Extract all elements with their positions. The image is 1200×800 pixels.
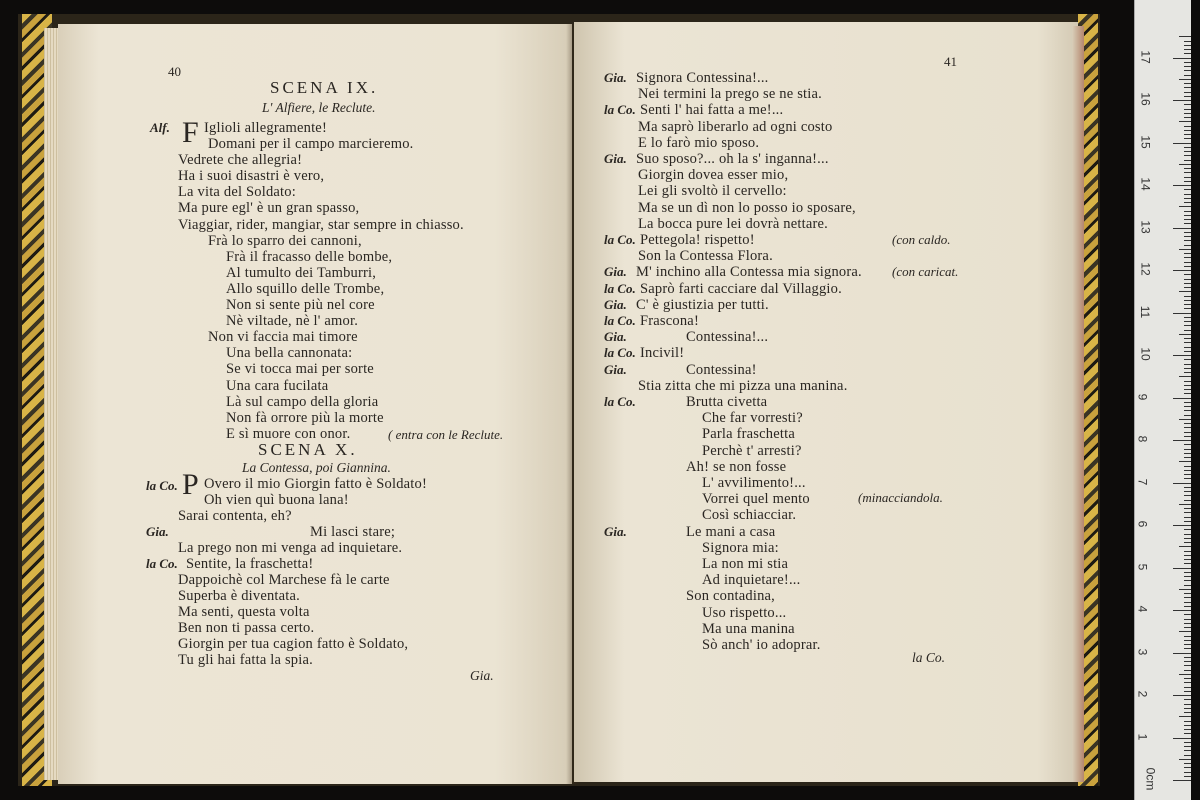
ruler-tick <box>1173 695 1191 696</box>
ruler-tick <box>1179 291 1191 292</box>
left-page <box>58 24 572 784</box>
ruler-tick <box>1173 398 1191 399</box>
page-number: 40 <box>168 64 181 79</box>
ruler-tick <box>1184 351 1191 352</box>
verse-line: Non si sente più nel core <box>226 297 375 313</box>
verse-line: Le mani a casa <box>686 523 776 540</box>
speaker-label: Gia. <box>604 329 627 345</box>
scene-title: SCENA IX. <box>270 78 379 97</box>
ruler-tick <box>1184 457 1191 458</box>
ruler-tick <box>1184 670 1191 671</box>
ruler-tick <box>1184 215 1191 216</box>
ruler-tick <box>1184 338 1191 339</box>
ruler-tick <box>1184 283 1191 284</box>
ruler-label: 11 <box>1138 305 1153 318</box>
ruler-tick <box>1184 304 1191 305</box>
verse-line: Là sul campo della gloria <box>226 393 379 410</box>
scene-subtitle: La Contessa, poi Giannina. <box>242 460 391 475</box>
verse-line: Ma saprò liberarlo ad ogni costo <box>638 118 833 135</box>
verse-line: Ha i suoi disastri è vero, <box>178 168 325 185</box>
ruler-label: 8 <box>1135 435 1150 443</box>
ruler-tick <box>1184 742 1191 743</box>
ruler-tick <box>1184 580 1191 581</box>
ruler-tick <box>1184 389 1191 390</box>
ruler-tick <box>1184 198 1191 199</box>
speaker-label: Gia. <box>604 361 627 377</box>
ruler-tick <box>1184 661 1191 662</box>
ruler-tick <box>1184 87 1191 88</box>
ruler-tick <box>1184 750 1191 751</box>
ruler-tick <box>1184 41 1191 42</box>
ruler-label: 1 <box>1135 733 1150 740</box>
ruler-tick <box>1184 151 1191 152</box>
verse-line: Brutta civetta <box>686 394 768 410</box>
ruler-tick <box>1184 729 1191 730</box>
ruler-label: 0cm <box>1143 767 1158 791</box>
verse-line: La vita del Soldato: <box>178 184 296 201</box>
verse-line: Senti l' hai fatta a me!... <box>640 102 784 119</box>
ruler-tick <box>1173 355 1191 356</box>
ruler-tick <box>1184 279 1191 280</box>
ruler-tick <box>1184 359 1191 360</box>
ruler-tick <box>1184 712 1191 713</box>
ruler-tick <box>1179 376 1191 377</box>
ruler-tick <box>1184 466 1191 467</box>
ruler-tick <box>1184 177 1191 178</box>
ruler-label: 9 <box>1135 393 1150 400</box>
verse-line: Sò anch' io adoprar. <box>702 637 821 653</box>
verse-line: Una bella cannonata: <box>226 345 353 362</box>
verse-line: Contessina!... <box>686 329 769 346</box>
verse-line: Dappoichè col Marchese fà le carte <box>178 572 390 588</box>
ruler-tick <box>1184 444 1191 445</box>
catchword: la Co. <box>912 650 946 665</box>
speaker-label: Gia. <box>604 70 627 85</box>
speaker-label: la Co. <box>146 478 178 493</box>
speaker-label: Gia. <box>604 151 627 166</box>
speaker-label: la Co. <box>604 232 636 247</box>
ruler-tick <box>1184 262 1191 263</box>
verse-line: Che far vorresti? <box>702 410 803 427</box>
verse-line: Tu gli hai fatta la spia. <box>178 652 313 668</box>
ruler-label: 14 <box>1138 177 1153 191</box>
verse-line: Giorgin per tua cagion fatto è Soldato, <box>178 636 409 652</box>
ruler-tick <box>1184 406 1191 407</box>
page-number: 41 <box>944 54 957 69</box>
ruler-tick <box>1184 240 1191 241</box>
ruler-tick <box>1179 79 1191 80</box>
ruler-tick <box>1179 249 1191 250</box>
verse-line: Nè viltade, nè l' amor. <box>226 313 359 330</box>
ruler-tick <box>1184 534 1191 535</box>
ruler-tick <box>1184 296 1191 297</box>
verse-line: Signora mia: <box>702 539 779 556</box>
ruler-tick <box>1184 555 1191 556</box>
speaker-label: Gia. <box>604 264 627 280</box>
ruler-tick <box>1184 432 1191 433</box>
verse-line: M' inchino alla Contessa mia signora. <box>636 264 862 281</box>
ruler-tick <box>1184 691 1191 692</box>
ruler-tick <box>1173 100 1191 101</box>
ruler-tick <box>1184 308 1191 309</box>
ruler-tick <box>1184 623 1191 624</box>
speaker-label: Gia. <box>146 524 169 539</box>
ruler-tick <box>1184 512 1191 513</box>
ruler-tick <box>1184 202 1191 203</box>
ruler-tick <box>1184 49 1191 50</box>
ruler-tick <box>1184 576 1191 577</box>
verse-line: Sentite, la fraschetta! <box>186 556 314 572</box>
ruler-tick <box>1179 504 1191 505</box>
ruler-tick <box>1184 657 1191 658</box>
ruler-tick <box>1173 653 1191 654</box>
ruler-tick <box>1184 236 1191 237</box>
ruler-tick <box>1184 181 1191 182</box>
ruler-tick <box>1184 410 1191 411</box>
verse-line: Frà lo sparro dei cannoni, <box>208 232 362 249</box>
verse-line: Ma se un dì non lo posso io sposare, <box>638 199 856 216</box>
ruler-tick <box>1184 606 1191 607</box>
ruler-tick <box>1184 453 1191 454</box>
ruler-tick <box>1184 257 1191 258</box>
ruler-tick <box>1184 117 1191 118</box>
ruler-tick <box>1179 631 1191 632</box>
ruler-tick <box>1184 402 1191 403</box>
ruler-label: 13 <box>1138 219 1153 234</box>
ruler-tick <box>1179 461 1191 462</box>
ruler-tick <box>1184 627 1191 628</box>
speaker-label: la Co. <box>604 394 636 409</box>
verse-line: E sì muore con onor. <box>226 425 351 442</box>
speaker-label: Alf. <box>150 120 170 135</box>
ruler-tick <box>1184 423 1191 424</box>
ruler-tick <box>1184 274 1191 275</box>
verse-line: La prego non mi venga ad inquietare. <box>178 540 403 556</box>
verse-line: Così schiacciar. <box>702 507 797 524</box>
ruler-label: 16 <box>1138 92 1153 106</box>
verse-line: Signora Contessina!... <box>636 70 769 86</box>
ruler-tick <box>1184 597 1191 598</box>
ruler-tick <box>1184 521 1191 522</box>
ruler-tick <box>1184 381 1191 382</box>
ruler-tick <box>1179 674 1191 675</box>
verse-line: Domani per il campo marcieremo. <box>208 136 414 152</box>
ruler-tick <box>1184 138 1191 139</box>
ruler-tick <box>1184 517 1191 518</box>
verse-line: Ma senti, questa volta <box>178 604 310 620</box>
ruler-tick <box>1184 474 1191 475</box>
ruler-tick <box>1184 147 1191 148</box>
verse-line: Nei termini la prego se ne stia. <box>638 86 822 103</box>
ruler-tick <box>1184 559 1191 560</box>
ruler-label: 17 <box>1138 49 1153 64</box>
ruler-label: 3 <box>1135 648 1150 655</box>
verse-line: Mi lasci stare; <box>310 524 396 540</box>
verse-line: Ad inquietare!... <box>702 572 801 589</box>
ruler-tick <box>1184 763 1191 764</box>
ruler-tick <box>1173 440 1191 441</box>
speaker-label: la Co. <box>146 556 178 571</box>
ruler-tick <box>1179 206 1191 207</box>
ruler-tick <box>1184 772 1191 773</box>
ruler-tick <box>1184 687 1191 688</box>
ruler-tick <box>1184 436 1191 437</box>
ruler-label: 4 <box>1135 605 1150 613</box>
ruler-tick <box>1184 385 1191 386</box>
ruler-tick <box>1184 211 1191 212</box>
ruler-label: 10 <box>1138 347 1153 361</box>
ruler-tick <box>1184 767 1191 768</box>
ruler-tick <box>1184 109 1191 110</box>
ruler-tick <box>1184 113 1191 114</box>
measuring-ruler <box>1134 0 1191 800</box>
ruler-tick <box>1184 393 1191 394</box>
stage-direction: (con caldo. <box>892 232 951 247</box>
speaker-label: Gia. <box>604 296 627 312</box>
ruler-tick <box>1184 321 1191 322</box>
ruler-label: 5 <box>1135 563 1150 570</box>
ruler-tick <box>1184 155 1191 156</box>
ruler-tick <box>1184 682 1191 683</box>
verse-line: Overo il mio Giorgin fatto è Soldato! <box>204 476 427 492</box>
verse-line: Saprò farti cacciare dal Villaggio. <box>640 280 842 297</box>
ruler-tick <box>1173 143 1191 144</box>
scene-title: SCENA X. <box>258 440 358 459</box>
ruler-tick <box>1184 704 1191 705</box>
ruler-tick <box>1184 62 1191 63</box>
ruler-tick <box>1184 500 1191 501</box>
ruler-tick <box>1184 134 1191 135</box>
right-page <box>574 22 1078 782</box>
ruler-tick <box>1184 330 1191 331</box>
ruler-tick <box>1184 245 1191 246</box>
ruler-tick <box>1173 525 1191 526</box>
ruler-tick <box>1173 58 1191 59</box>
ruler-tick <box>1184 699 1191 700</box>
verse-line: Frascona! <box>640 313 699 329</box>
ruler-tick <box>1179 419 1191 420</box>
catchword: Gia. <box>470 668 494 683</box>
verse-line: Iglioli allegramente! <box>204 120 327 136</box>
ruler-tick <box>1184 92 1191 93</box>
speaker-label: Gia. <box>604 523 627 539</box>
ruler-label: 7 <box>1135 478 1150 485</box>
ruler-tick <box>1184 83 1191 84</box>
ruler-tick <box>1184 449 1191 450</box>
ruler-tick <box>1184 347 1191 348</box>
ruler-tick <box>1184 300 1191 301</box>
ruler-tick <box>1184 491 1191 492</box>
ruler-tick <box>1184 70 1191 71</box>
speaker-label: la Co. <box>604 313 636 328</box>
verse-line: Stia zitta che mi pizza una manina. <box>638 377 848 394</box>
ruler-tick <box>1179 334 1191 335</box>
ruler-tick <box>1184 708 1191 709</box>
ruler-tick <box>1184 585 1191 586</box>
page-edges-right <box>1072 26 1084 782</box>
stage-direction: (minacciandola. <box>858 490 943 505</box>
ruler-tick <box>1184 168 1191 169</box>
verse-line: Se vi tocca mai per sorte <box>226 361 374 378</box>
ruler-label: 12 <box>1138 262 1153 276</box>
ruler-tick <box>1184 45 1191 46</box>
scene-subtitle: L' Alfiere, le Reclute. <box>262 100 376 115</box>
ruler-tick <box>1173 568 1191 569</box>
ruler-tick <box>1184 572 1191 573</box>
ruler-tick <box>1184 487 1191 488</box>
ruler-label: 2 <box>1135 690 1150 698</box>
ruler-tick <box>1184 189 1191 190</box>
verse-line: Ben non ti passa certo. <box>178 620 315 636</box>
verse-line: Al tumulto dei Tamburri, <box>226 264 377 281</box>
ruler-tick <box>1184 342 1191 343</box>
ruler-tick <box>1173 270 1191 271</box>
ruler-tick <box>1184 508 1191 509</box>
verse-line: L' avvilimento!... <box>702 475 806 491</box>
ruler-tick <box>1184 232 1191 233</box>
ruler-tick <box>1184 266 1191 267</box>
verse-line: Ah! se non fosse <box>686 458 787 475</box>
ruler-label: 15 <box>1138 134 1153 149</box>
ruler-label: 6 <box>1135 520 1150 528</box>
verse-line: Non vi faccia mai timore <box>208 329 358 346</box>
ruler-tick <box>1184 126 1191 127</box>
ruler-tick <box>1173 610 1191 611</box>
ruler-tick <box>1184 372 1191 373</box>
verse-line: Viaggiar, rider, mangiar, star sempre in chiasso. <box>178 216 464 233</box>
verse-line: Contessina! <box>686 361 757 378</box>
verse-line: Parla fraschetta <box>702 426 795 443</box>
ruler-tick <box>1184 538 1191 539</box>
ruler-tick <box>1184 223 1191 224</box>
verse-line: Frà il fracasso delle bombe, <box>226 248 393 265</box>
verse-line: Ma pure egl' è un gran spasso, <box>178 200 360 217</box>
ruler-tick <box>1184 364 1191 365</box>
ruler-tick <box>1184 415 1191 416</box>
verse-line: E lo farò mio sposo. <box>638 134 760 151</box>
ruler-tick <box>1184 368 1191 369</box>
drop-cap: F <box>182 116 199 149</box>
verse-line: C' è giustizia per tutti. <box>636 296 769 313</box>
ruler-tick <box>1184 470 1191 471</box>
verse-line: Oh vien quì buona lana! <box>204 492 349 508</box>
ruler-tick <box>1184 776 1191 777</box>
stage-direction: (con caricat. <box>892 264 959 279</box>
ruler-tick <box>1184 602 1191 603</box>
ruler-tick <box>1184 640 1191 641</box>
ruler-tick <box>1179 589 1191 590</box>
ruler-tick <box>1184 725 1191 726</box>
ruler-tick <box>1179 716 1191 717</box>
ruler-tick <box>1184 593 1191 594</box>
ruler-tick <box>1184 427 1191 428</box>
speaker-label: la Co. <box>604 280 636 296</box>
verse-line: Allo squillo delle Trombe, <box>226 280 385 297</box>
ruler-tick <box>1184 104 1191 105</box>
ruler-tick <box>1184 614 1191 615</box>
ruler-tick <box>1173 738 1191 739</box>
ruler-tick <box>1184 721 1191 722</box>
ruler-tick <box>1184 75 1191 76</box>
ruler-tick <box>1179 164 1191 165</box>
verse-line: Suo sposo?... oh la s' inganna!... <box>636 151 829 167</box>
ruler-tick <box>1184 619 1191 620</box>
ruler-tick <box>1184 325 1191 326</box>
verse-line: Una cara fucilata <box>226 377 329 394</box>
ruler-tick <box>1184 644 1191 645</box>
ruler-tick <box>1184 563 1191 564</box>
ruler-tick <box>1179 546 1191 547</box>
verse-line: Ma una manina <box>702 620 795 637</box>
ruler-tick <box>1184 551 1191 552</box>
ruler-tick <box>1184 636 1191 637</box>
speaker-label: la Co. <box>604 345 636 361</box>
verse-line: Son la Contessa Flora. <box>638 248 773 265</box>
ruler-tick <box>1179 759 1191 760</box>
verse-line: Superba è diventata. <box>178 588 300 604</box>
ruler-tick <box>1184 678 1191 679</box>
verse-line: Vorrei quel mento <box>702 491 810 508</box>
ruler-tick <box>1184 96 1191 97</box>
ruler-tick <box>1184 287 1191 288</box>
ruler-tick <box>1173 780 1191 781</box>
ruler-tick <box>1173 185 1191 186</box>
ruler-tick <box>1173 483 1191 484</box>
ruler-tick <box>1173 228 1191 229</box>
ruler-tick <box>1184 66 1191 67</box>
ruler-tick <box>1184 219 1191 220</box>
verse-line: Sarai contenta, eh? <box>178 508 292 524</box>
ruler-tick <box>1184 253 1191 254</box>
verse-line: Incivil! <box>640 345 685 362</box>
stage-direction: ( entra con le Reclute. <box>388 427 504 442</box>
ruler-tick <box>1184 495 1191 496</box>
verse-line: Perchè t' arresti? <box>702 442 802 459</box>
ruler-tick <box>1173 313 1191 314</box>
ruler-tick <box>1184 172 1191 173</box>
ruler-tick <box>1184 648 1191 649</box>
verse-line: Son contadina, <box>686 588 775 605</box>
verse-line: Lei gli svoltò il cervello: <box>638 183 787 200</box>
ruler-tick <box>1184 746 1191 747</box>
verse-line: Non fà orrore più la morte <box>226 409 384 426</box>
ruler-tick <box>1184 317 1191 318</box>
ruler-tick <box>1184 194 1191 195</box>
ruler-tick <box>1184 478 1191 479</box>
ruler-tick <box>1184 755 1191 756</box>
verse-line: La bocca pure lei dovrà nettare. <box>638 215 828 232</box>
ruler-tick <box>1184 665 1191 666</box>
verse-line: Vedrete che allegria! <box>178 152 303 169</box>
ruler-tick <box>1184 160 1191 161</box>
ruler-tick <box>1184 53 1191 54</box>
ruler-tick <box>1184 542 1191 543</box>
drop-cap: P <box>182 468 199 501</box>
verse-line: La non mi stia <box>702 556 789 572</box>
verse-line: Uso rispetto... <box>702 604 787 621</box>
verse-line: Pettegola! rispetto! <box>640 232 755 248</box>
speaker-label: la Co. <box>604 102 636 118</box>
ruler-tick <box>1179 36 1191 37</box>
verse-line: Giorgin dovea esser mio, <box>638 167 789 184</box>
ruler-tick <box>1184 733 1191 734</box>
ruler-tick <box>1184 130 1191 131</box>
ruler-tick <box>1184 529 1191 530</box>
ruler-tick <box>1179 121 1191 122</box>
